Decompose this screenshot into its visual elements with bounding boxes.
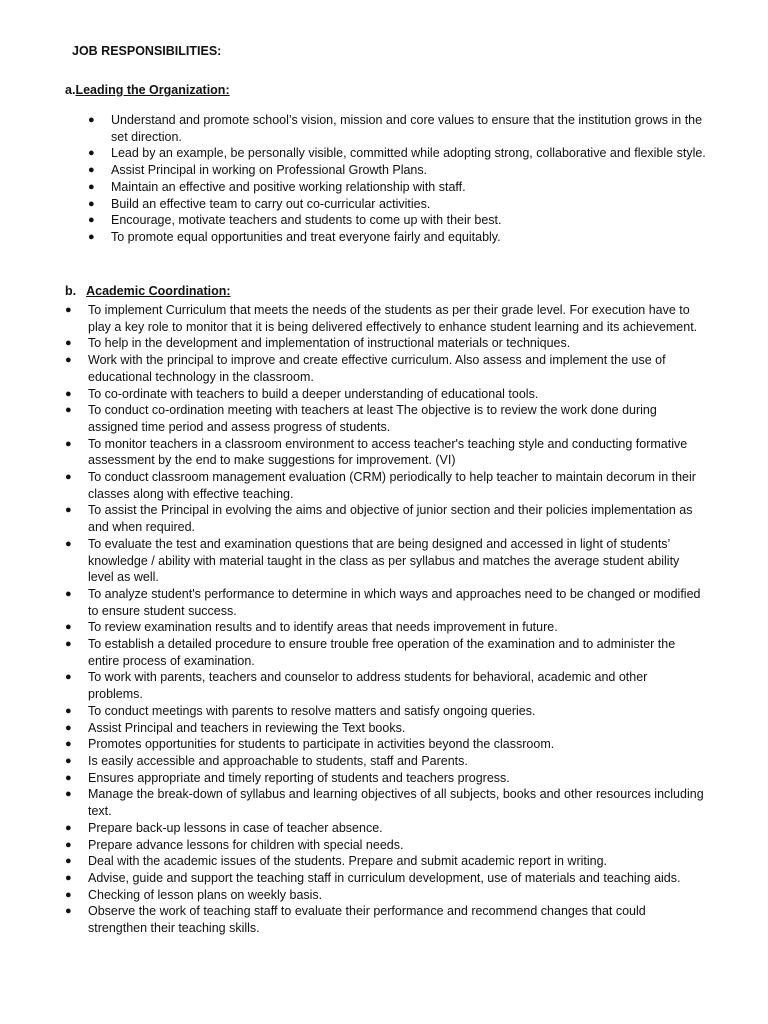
list-item bbox=[88, 196, 708, 213]
list-item bbox=[65, 536, 705, 586]
list-item-text: To help in the development and implementation of instructional materials or techniques. bbox=[88, 336, 571, 351]
list-item bbox=[65, 720, 705, 737]
list-item bbox=[65, 402, 705, 435]
list-item bbox=[65, 502, 705, 535]
bullet-icon: ● bbox=[65, 387, 72, 400]
section-a-list bbox=[88, 112, 708, 246]
list-item-text: To promote equal opportunities and treat everyone fairly and equitably. bbox=[111, 229, 501, 244]
bullet-icon: ● bbox=[65, 704, 72, 717]
list-item bbox=[65, 469, 705, 502]
bullet-icon: ● bbox=[65, 354, 72, 367]
list-item bbox=[65, 736, 705, 753]
list-item-text: Observe the work of teaching staff to evaluate their performance and recommend changes that could strengthen their teaching skills. bbox=[88, 904, 646, 936]
list-item-text: Assist Principal in working on Professional Growth Plans. bbox=[111, 163, 428, 178]
list-item-text: To co-ordinate with teachers to build a deeper understanding of educational tools. bbox=[88, 386, 539, 401]
list-item bbox=[88, 112, 708, 145]
bullet-icon: ● bbox=[65, 721, 72, 734]
list-item bbox=[65, 669, 705, 702]
document-title: JOB RESPONSIBILITIES: bbox=[72, 44, 222, 58]
bullet-icon: ● bbox=[65, 871, 72, 884]
bullet-icon: ● bbox=[88, 147, 95, 160]
list-item bbox=[65, 619, 705, 636]
bullet-icon: ● bbox=[65, 788, 72, 801]
section-b-list bbox=[65, 302, 705, 937]
bullet-icon: ● bbox=[65, 754, 72, 767]
list-item-text: Checking of lesson plans on weekly basis. bbox=[88, 887, 323, 902]
section-a-header bbox=[65, 82, 230, 99]
list-item bbox=[65, 753, 705, 770]
list-item bbox=[65, 302, 705, 335]
bullet-icon: ● bbox=[65, 905, 72, 918]
bullet-icon: ● bbox=[65, 337, 72, 350]
list-item bbox=[88, 229, 708, 246]
list-item-text: To conduct co-ordination meeting with teachers at least The objective is to review the work done during assigned time period and assess progress of students. bbox=[88, 403, 657, 434]
list-item-text: To assist the Principal in evolving the aims and objective of junior section and their policies implementation as and when required. bbox=[88, 503, 693, 535]
list-item bbox=[65, 386, 705, 403]
list-item bbox=[65, 586, 705, 619]
list-item bbox=[65, 870, 705, 887]
list-item-text: Ensures appropriate and timely reporting of students and teachers progress. bbox=[88, 770, 510, 785]
bullet-icon: ● bbox=[65, 771, 72, 784]
list-item-text: To implement Curriculum that meets the needs of the students as per their grade level. For execution have to play a key role to monitor that it is being delivered effectively to enhance student learning and its achievement. bbox=[88, 303, 698, 334]
bullet-icon: ● bbox=[88, 214, 95, 227]
list-item bbox=[65, 335, 705, 352]
list-item-text: Work with the principal to improve and create effective curriculum. Also assess and implement the use of educational technology in the classroom. bbox=[88, 353, 666, 384]
list-item bbox=[65, 887, 705, 904]
list-item-text: To conduct classroom management evaluation (CRM) periodically to help teacher to maintain decorum in their classes along with effective teaching. bbox=[88, 470, 696, 501]
bullet-icon: ● bbox=[88, 114, 95, 126]
list-item-text: To analyze student's performance to determine in which ways and approaches need to be changed or modified to ensure student success. bbox=[88, 586, 701, 618]
list-item-text: Build an effective team to carry out co-curricular activities. bbox=[111, 196, 431, 211]
list-item-text: To review examination results and to identify areas that needs improvement in future. bbox=[88, 620, 558, 635]
list-item bbox=[65, 436, 705, 469]
list-item-text: Manage the break-down of syllabus and learning objectives of all subjects, books and other resources including text. bbox=[88, 787, 704, 819]
bullet-icon: ● bbox=[65, 821, 72, 834]
bullet-icon: ● bbox=[65, 437, 72, 450]
list-item-text: Assist Principal and teachers in reviewing the Text books. bbox=[88, 720, 406, 735]
bullet-icon: ● bbox=[65, 855, 72, 868]
list-item bbox=[88, 162, 708, 179]
bullet-icon: ● bbox=[65, 638, 72, 651]
bullet-icon: ● bbox=[65, 587, 72, 600]
list-item bbox=[65, 770, 705, 787]
list-item bbox=[65, 853, 705, 870]
list-item-text: Advise, guide and support the teaching staff in curriculum development, use of materials and teaching aids. bbox=[88, 870, 681, 885]
section-b-heading: Academic Coordination: bbox=[86, 284, 231, 298]
list-item-text: Maintain an effective and positive working relationship with staff. bbox=[111, 179, 466, 194]
list-item bbox=[65, 903, 705, 936]
list-item-text: To work with parents, teachers and counselor to address students for behavioral, academic and other problems. bbox=[88, 670, 648, 702]
list-item bbox=[88, 145, 708, 162]
list-item-text: To monitor teachers in a classroom environment to access teacher's teaching style and conducting formative assessment by the end to make suggestions for improvement. (VI) bbox=[88, 436, 688, 468]
bullet-icon: ● bbox=[65, 504, 72, 517]
list-item-text: Deal with the academic issues of the students. Prepare and submit academic report in writing. bbox=[88, 854, 608, 869]
list-item bbox=[65, 837, 705, 854]
list-item-text: To conduct meetings with parents to resolve matters and satisfy ongoing queries. bbox=[88, 703, 536, 718]
section-a-heading: Leading the Organization: bbox=[75, 83, 230, 97]
bullet-icon: ● bbox=[65, 404, 72, 417]
bullet-icon: ● bbox=[65, 621, 72, 634]
list-item bbox=[65, 352, 705, 385]
bullet-icon: ● bbox=[65, 671, 72, 684]
bullet-icon: ● bbox=[65, 738, 72, 751]
list-item-text: To evaluate the test and examination questions that are being designed and accessed in light of students’ knowledge / ability with material taught in the class as per syllabus and matches the average student ability level as well. bbox=[88, 536, 680, 585]
bullet-icon: ● bbox=[65, 471, 72, 484]
bullet-icon: ● bbox=[88, 180, 95, 193]
section-a-letter: a. bbox=[65, 83, 76, 97]
list-item bbox=[65, 636, 705, 669]
list-item-text: To establish a detailed procedure to ensure trouble free operation of the examination and to administer the entire process of examination. bbox=[88, 637, 676, 668]
list-item-text: Encourage, motivate teachers and students to come up with their best. bbox=[111, 213, 502, 228]
list-item-text: Lead by an example, be personally visible, committed while adopting strong, collaborative and flexible style. bbox=[111, 146, 706, 161]
bullet-icon: ● bbox=[65, 537, 72, 550]
bullet-icon: ● bbox=[65, 888, 72, 901]
list-item-text: Prepare advance lessons for children with special needs. bbox=[88, 837, 404, 852]
bullet-icon: ● bbox=[65, 838, 72, 851]
section-b-header bbox=[65, 283, 231, 300]
list-item-text: Understand and promote school’s vision, mission and core values to ensure that the institution grows in the set direction. bbox=[111, 113, 703, 144]
bullet-icon: ● bbox=[88, 197, 95, 210]
list-item-text: Prepare back-up lessons in case of teacher absence. bbox=[88, 820, 383, 835]
bullet-icon: ● bbox=[65, 304, 72, 316]
list-item bbox=[88, 179, 708, 196]
list-item bbox=[88, 212, 708, 229]
list-item bbox=[65, 703, 705, 720]
bullet-icon: ● bbox=[88, 230, 95, 243]
list-item-text: Is easily accessible and approachable to students, staff and Parents. bbox=[88, 753, 468, 768]
list-item bbox=[65, 820, 705, 837]
list-item-text: Promotes opportunities for students to participate in activities beyond the classroom. bbox=[88, 737, 555, 752]
list-item bbox=[65, 786, 705, 819]
section-b-letter: b. bbox=[65, 284, 77, 298]
bullet-icon: ● bbox=[88, 164, 95, 177]
